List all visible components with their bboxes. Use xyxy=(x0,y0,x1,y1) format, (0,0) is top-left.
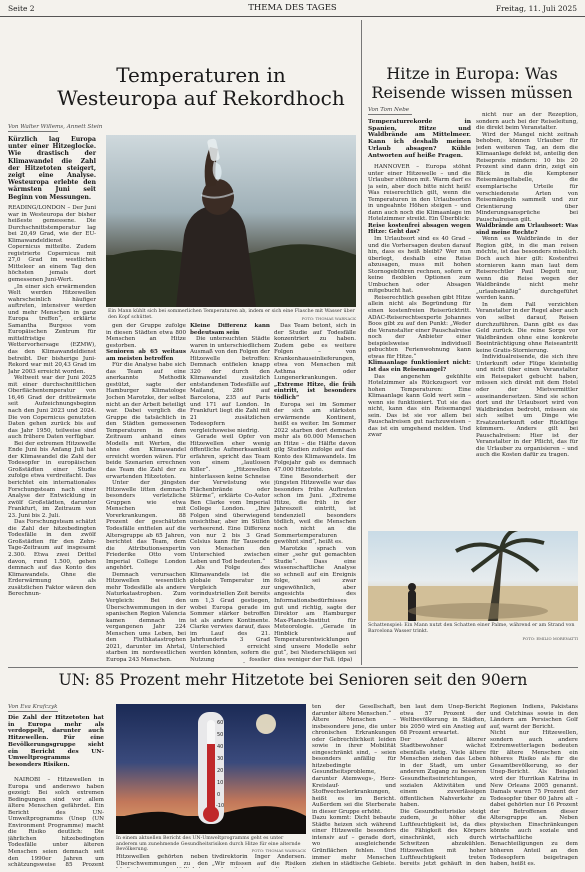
bottom-lead: Die Zahl der Hitzetoten hat in Europa mehr als verdoppelt, darunter auch Hitzewellen. Für eine Bevölkerungsgruppe sieht ein Bericht des UN-Umweltprogramms besonders Risiken. xyxy=(8,715,104,768)
photo-thermometer xyxy=(116,704,306,834)
bottom-column-4 xyxy=(400,704,486,868)
byline-rule xyxy=(8,131,58,132)
article-paragraph: Demnach verursachen Hitzewellen wesentlich mehr Todesfälle als andere Naturkatastrophen. Zum Vergleich: Bei den Überschwemmungen in der spanischen Region Valencia kamen demnach im vergangenen Jahr 224 Menschen ums Leben, bei den Fluthkatastrophen 2021, darunter im Ahrtal, starben im nordwestlichen Europa 243 Menschen. xyxy=(106,571,186,663)
article-paragraph: Das angenehm gekühlte Hotelzimmer als Rückzugsort vor hohen Temperaturen: Eine Klimaanlage kann Gold wert sein – wenn sie funktioniert. Tut sie das nicht, kann das ein Reisemangel sein. Das ist sie vor allem bei Pauschalreisen gut nachzuweisen – das ist ein umgehend melden. Und zwar xyxy=(368,373,471,439)
article-paragraph: Wird der Mangel nicht zeitnah behoben, können Urlauber für jeden weiteren Tag, an dem die Klimaanlage defekt ist, anteilig den Reisepreis mindern: 10 bis 20 Prozent sind dann drin, zeigt ein Blick in die Kemptener Reisemängeltabelle, die exemplarische Urteile für verschiedenste Arten von Reisemängeln sammelt und zur Orientierung über Minderungsansprüche bei Pauschalreisen gilt. xyxy=(476,131,578,223)
photo-credit-2: FOTO: EMILIO MORENATTI xyxy=(522,636,578,641)
article-paragraph: Bei der extremen Hitzewelle Ende Juni bis Anfang Juli hat der Klimawandel die Zahl der Todesopfer in europäischen Großstädten einer Studie zufolge etwa verdreifacht. Das berichtet ein internationales Forschungsteam nach einer Analyse der Entwicklung in zwölf Großstädten, darunter Frankfurt, im Zeitraum von 23. Juni bis 2. Juli. xyxy=(8,440,96,519)
bottom-byline-rule xyxy=(8,711,58,712)
bottom-paragraph: NAIROBI – Hitzewellen in Europa und anderswo haben gezeigt: Bei solch extremen Bedingungen sind vor allem ältere Menschen gefährdet. Ein Bericht des UN-Umweltprogramms (Unep (UN Environment Programme) macht die Risiko deutlich: Die jährlichen hitzebedingten Todesfälle unter älteren Menschen seien demnach seit den 1990er Jahren um schätzungsweise 85 Prozent xyxy=(8,777,104,867)
photo-caption-2: Schattenspiel: Ein Mann nutzt den Schatten einer Palme, während er am Strand von Barcelona Wasser trinkt. xyxy=(368,623,575,634)
article-paragraph: Weltweit war der Juni 2025 mit einer durchschnittlichen Oberflächentemperatur von 16,46 Grad der drittwärmste seit Aufzeichnungsbeginn nach den Juni 2023 und 2024. Die von Copernicus genutzten Daten gehen zurück bis auf das Jahr 1950, teilweise sind auch frühere Daten verfügbar. xyxy=(8,375,96,441)
side-column-a xyxy=(368,164,471,529)
article-paragraph: Das Forschungsteam schätzt die Zahl der hitzebedingten Todesfälle in den zwölf Großstädten für den Zehn-Tage-Zeitraum auf insgesamt 2.300. Etwa zwei Drittel davon, rund 1.500, gehen demnach auf das Konto des Klimawandels. Ohne die Erderwärmung als zusätzlichen Faktor wären den Berechnun- xyxy=(8,519,96,598)
main-headline: Temperaturen in Westeuropa auf Rekordhoch xyxy=(57,63,345,110)
thermo-label: 30 xyxy=(217,756,224,762)
article-paragraph: Europa sei im Sommer der sich am stärksten erwärmende Kontinent, heißt es weiter. Im Sommer 2022 starben dort demnach mehr als 60.000 Menschen an Hitze – die Hälfte davon gilg Studien zufolge auf das Konto des Klimawandels. Im Folgejahr gab es demnach 47.000 Hitzetote. xyxy=(274,401,356,474)
subheading: Waldbrände am Urlaubsort: Was sind meine Rechte? xyxy=(476,223,578,236)
bottom-headline: UN: 85 Prozent mehr Hitzetote bei Senioren seit den 90ern xyxy=(58,671,528,689)
side-column-b xyxy=(476,112,578,530)
main-column-2 xyxy=(106,323,186,663)
article-paragraph: Wenn es Waldbrände in der Region gibt, in die man reisen möchte, ist das besonders misslich. Doch auch hier gilt: Kostenfrei stornieren kann man laut dem Reiserechtler Paul Degott nur, wenn die Reise wegen der Waldbrände nicht mehr „urlaubsmäßig“ durchgeführt werden kann. xyxy=(476,236,578,302)
bottom-column-5 xyxy=(490,704,578,868)
bottom-column-1 xyxy=(8,777,104,867)
thermo-label: 50 xyxy=(217,732,224,738)
bottom-byline: Von Eva Krafczyk xyxy=(8,704,58,710)
article-paragraph: ben laut dem Unep-Bericht etwa 57 Prozent der Weltbevölkerung in Städten, bis 2050 wird ein Anstieg auf 68 Prozent erwartet. Der Anteil älterer Stadtbewohner wächst ebenfalls stetig. Viele ältere Menschen ziehen das Leben in der Stadt, um unter anderem Zugang zu besseren Gesundheitseinrichtungen, sozialen Aktivitäten und einem zuverlässigen öffentlichen Nahverkehr zu haben. Die Gesundheitsrisiko steigt zudem, je höher die Luftfeuchtigkeit ist, da dies die Fähigkeit des Körpers einschränkt, sich durch Schwitzen abzukühlen. Hitzewellen mit hoher Luftfeuchtigkeit treten bereits jetzt gehäuft in den xyxy=(400,704,486,868)
article-paragraph: Unter der jüngsten Hitzewelle litten demnach besonders verletzliche Gruppen wie etwa Menschen mit Vorerkrankungen. 88 Prozent der geschätzten Todesfälle entfielen auf die Altersgruppe ab 65 Jahren, berichtet das Team, dem die Attributionsexpertin Friederike Otto vom Imperial College London angehört. xyxy=(106,480,186,572)
photo-credit-3: FOTO: THOMAS WARNACK xyxy=(251,848,306,853)
article-paragraph: Gerade weil Opfer von Hitzewellen eher wenig öffentliche Aufmerksamkeit erfahren, spricht das Team von einem „lautlosen Killer“. „Hitzewellen hinterlassen keine Schneise der Verwüstung wie Flächenbrände oder Stürme“, erklärte Co-Autor Ben Clarke vom Imperial College London. „Ihre Folgen sind überwiegend unsichtbar, aber im Stillen verheerend. Eine Differenz von nur 2 bis 3 Grad Celsius kann für Tausende von Menschen den Unterschied zwischen Leben und Tod bedeuten.“ xyxy=(190,434,270,565)
article-paragraph: Reiserechtlich gesehen gibt Hitze allein nicht als Begründung für einen kostenfreien Reiserücktritt. ADAC-Reiserechtsexperte Johannes Boos gibt zu auf den Punkt: „Weder die Veranstalter einer Pauschalreise noch der Anbieter einer beispielsweise individuell gebuchten Ferienwohnung kann etwas für Hitze.“ xyxy=(368,294,471,360)
article-paragraph: In dem Fall verzichten Veranstalter in der Regel aber auch von selbst darauf, Reisen durchzuführen. Dann gibt es das Geld zurück. Die reine Sorge vor Waldbränden ohne eine konkrete Beeinträchtigung ohne Reiseantritt keine Gratis-Stornierung. xyxy=(476,301,578,354)
photo-palm-shadow xyxy=(368,531,578,621)
article-paragraph: Die untersuchten Städte waren in unterschiedlichem Ausmaß von den Folgen der Hitzewelle betroffen: Demnach entfielen knapp 320 der durch den Klimawandel zusätzlich entstandenen Todesfälle auf Mailand, 286 auf Barcelona, 235 auf Paris und 171 auf London. In Frankfurt liegt die Zahl mit 21 zusätzlichen Todesopfern vergleichsweise niedrig. xyxy=(190,336,270,434)
side-headline: Hitze in Europa: Was Reisende wissen müssen xyxy=(371,64,573,102)
photo-caption-3: In einem aktuellen Bericht des UN-Umweltprogramms geht es unter anderem um zunehmende Gesundheitsrisiken durch Hitze für eine alternde Bevölkerung. xyxy=(116,836,301,853)
subheading: Klimaanlage funktioniert nicht: Ist das ein Reisemangel? xyxy=(368,360,471,373)
thermo-label: -10 xyxy=(216,803,225,809)
photo-caption-1: Ein Mann kühlt sich bei sommerlichen Temperaturen ab, indem er sich eine Flasche mit Wasser über den Kopf schüttet. xyxy=(108,309,355,320)
subheading: Kleine Differenz kann bedeutsam sein xyxy=(190,323,270,336)
issue-date: Freitag, 11. Juli 2025 xyxy=(495,4,577,13)
bottom-column-3 xyxy=(312,704,396,868)
section-title: THEMA DES TAGES xyxy=(248,3,337,13)
page-header xyxy=(0,0,585,17)
thermo-label: 60 xyxy=(217,720,224,726)
article-paragraph: gen der Gruppe zufolge in diesen Städten etwa 800 Menschen an Hitze gestorben. xyxy=(106,323,186,349)
article-paragraph: Als Folge des Klimawandels ist die globale Temperatur im Vergleich zur vorindustriellen Zeit bereits um 1,3 Grad gestiegen, wobei Europa gerade im Sommer stärker betroffen ist als andere Kontinente. Clarke verwies darauf, dass im Lauf des 21. Jahrhunderts 3 Grad Unterschied erreicht werden könnten, sofern die Nutzung fossiler xyxy=(190,565,270,663)
main-column-3 xyxy=(190,323,270,663)
article-paragraph: Marotzke sprach von einer „sehr gut gemachten Studie“. Dass eine wissenschaftliche Analyse so schnell auf ein Ereignis folge, sei zwar ungewöhnlich, aber angesichts des Informationsbedürfnisses gut und richtig, sagte der Direktor am Hamburger Max-Planck-Institut für Meteorologie. „Gerade in Hinblick auf Temperaturentwicklungen sind unsere Modelle sehr gut“, bei Niederschlägen sei dies weniger der Fall. (dpa) xyxy=(274,545,356,663)
main-lead: Kürzlich lag Europa unter einer Hitzeglocke. Wie drastisch der Klimawandel die Zahl der Hitzetoten steigert, zeigt eine Analyse. Westeuropa erlebte den wärmsten Juni seit Beginn von Messungen. xyxy=(8,136,96,201)
article-paragraph: Individualreisende, die sich ihre Unterkunft oder Flüge kleinteilig und nicht über einen Veranstalter ein Reisepaket gebucht haben, müssen sich direkt mit dem Hotel oder der Mietvermittler auseinandersetzen. Sind sie schon dort und ihr Urlaubsort wird von Waldbränden bedroht, müssen sie sich selbst um Dinge wie Ersatzunterkunft oder Rückflüge kümmern. Anders gilt bei Pauschalreisen: Hier ist der Veranstalter in der Pflicht, das für die Urlauber zu organisieren – und auch die Kosten dafür zu tragen. xyxy=(476,354,578,459)
photo-man-cooling-off xyxy=(106,135,356,307)
bottom-column-2a xyxy=(116,854,208,868)
page-number: Seite 2 xyxy=(8,4,35,13)
subheading: „Extreme Hitze, die früh eintritt, ist besonders tödlich“ xyxy=(274,381,356,402)
thermo-label: 0 xyxy=(217,792,221,798)
section-rule xyxy=(8,667,578,668)
main-column-4 xyxy=(274,323,356,663)
photo-credit-1: FOTO: THOMAS WARNACK xyxy=(301,316,356,321)
bottom-paragraph: Hitzewellen gehörten neben Überschwemmungen zu den xyxy=(116,854,208,867)
bottom-column-2b xyxy=(212,854,306,868)
subheading: Reise kostenfrei absagen wegen Hitze: Geht das? xyxy=(368,222,471,236)
article-paragraph: Das Team betont, sich in der Studie auf Todesfälle konzentriert zu haben. Zudem gebe es weitere Folgen – von Krankenhauseinlieferungen, etwa von Menschen mit Asthma oder Lungenerkrankungen. xyxy=(274,323,356,382)
article-paragraph: Eine Besonderheit der jüngsten Hitzewelle war das besonders frühe Auftreten schon im Juni. „Extreme Hitze, die früh in der Jahreszeit eintritt, ist tendenziell besonders tödlich, weil die Menschen noch nicht an die Sommertemperaturen gewöhnt sind“, heißt es. xyxy=(274,473,356,546)
article-paragraph: nicht nur an der Rezeption, sondern auch bei der Reiseleitung, die direkt beim Veranstalter. xyxy=(476,112,578,132)
bottom-paragraph: tivdirektorin Inger Andersen. „Wir müssen auf die Risiken xyxy=(212,854,306,867)
side-lead: Temperaturrekorde in Spanien, Hitze und Waldbrände am Mittelmeer. Kann ich deshalb meinen Urlaub absagen? Kühle Antworten auf heiße Fragen. xyxy=(368,118,471,159)
side-byline-rule xyxy=(368,114,412,115)
subheading: Senioren ab 65 weitaus am meisten betroffen xyxy=(106,349,186,362)
main-byline: Von Walter Willems, Annett Stein xyxy=(8,124,103,130)
article-paragraph: READING/LONDON – Der Juni war in Westeuropa der bisher heißeste gemessene. Die Durchschnittstemperatur lag bei 20,49 Grad, wie der EU-Klimawandeldienst Copernicus mitteilte. Zudem registrierte Copernicus mit 27,0 Grad im westlichen Mitteleer an einem Tag den höchsten jemals dort gemessenen Juni-Wert. xyxy=(8,205,96,284)
article-paragraph: „In einer sich erwärmenden Welt werden Hitzewellen wahrscheinlich häufiger auftreten, intensiver werden und mehr Menschen in ganz Europa treffen“, erklärte Samantha Burgess vom Europäischen Zentrum für mittelfristige Wettervorhersage (EZMW), das den Klimawandeldienst betreibt. Der bisherige Juni-Rekord war mit 20,43 Grad im Jahr 2003 erreicht worden. xyxy=(8,283,96,375)
article-paragraph: Für die Analyse habe sich das Team auf eine anerkannte Methodik gestützt, sagte der Hamburger Klimatologe Jochen Marotzke, der selbst nicht an der Arbeit beteiligt war. Dabei verglich die Gruppe die tatsächlich in den Städten gemessenen Temperaturen in dem Zeitraum anhand eines Modells mit Werten, die ohne den Klimawandel erreicht worden wären. Für beide Szenarien errechnen das Team die Zahl der zu erwartenden Hitzetoten. xyxy=(106,362,186,480)
side-byline: Von Tom Nebe xyxy=(368,107,410,113)
column-separator xyxy=(361,20,362,665)
thermo-label: 20 xyxy=(217,768,224,774)
thermo-label: 10 xyxy=(217,780,224,786)
article-paragraph: HANNOVER – Europa stöhnt unter einer Hitzewelle – und die Urlauber stöhnen mit. Warm darf es ja sein, aber doch bitte nicht heiß! Was reiserechtlich gilt, wenn die Temperaturen in den Urlaubsorten in ungeahnte Höhen steigen – und dann auch noch die Klimaanlage im Hotelzimmer streikt. Ein Überblick: xyxy=(368,164,471,223)
article-paragraph: ten der Gesellschaft, darunter ältere Menschen.“ Ältere Menschen – insbesondere jene, die unter chronischen Erkrankungen oder Gebrechlichkeit leiden sowie in ihrer Mobilität eingeschränkt sind, – seien besonders anfällig für hitzebedingte Gesundheitsprobleme, darunter Atemwegs-, Herz-Kreislauf- und Stoffwechselerkrankungen, heißt es im Bericht. Außerdem sei die Sterberate in dieser Gruppe erhöht. Dazu kommt: Dicht bebaute Städte heizen sich während einer Hitzewelle besonders intensiv auf – gerade dort, wo ausgleichende Grünflächen fehlen. Und immer mehr Menschen ziehen in städtische Gebiete. xyxy=(312,704,396,868)
article-paragraph: Im Urlaubsort sind es 40 Grad – und die Vorhersagen deuten darauf hin, dass es heiß bleibt? Wer nun überlegt, deshalb eine Reise abzusagen, muss mit hohen Stornogebühren rechnen, sofern er keine flexiblen Optionen zum Umbuchen oder Absagen mitgebucht hat. xyxy=(368,236,471,295)
thermo-label: 40 xyxy=(217,744,224,750)
article-paragraph: Regionen Indiens, Pakistans und Ostchinas sowie in den Ländern am Persischen Golf auf, warnt der Bericht. Nicht nur Hitzewellen, sondern auch andere Extremwetterlagen bedeuten für ältere Menschen ein höheres Risiko als für die Gesamtbevölkerung, so der Unep-Bericht. Als Beispiel wird der Hurrikan Katrina in New Orleans 2005 genannt. Damals waren 75 Prozent der Todesopfer über 60 Jahre alt – dabei gehörten nur 16 Prozent der Betroffenen dieser Altersgruppe an. Neben physischen Einschränkungen könnte auch soziale und wirtschaftliche Benachteiligungen zu dem höheren Anteil an den Todesopfern beigetragen haben, heißt es. xyxy=(490,704,578,868)
